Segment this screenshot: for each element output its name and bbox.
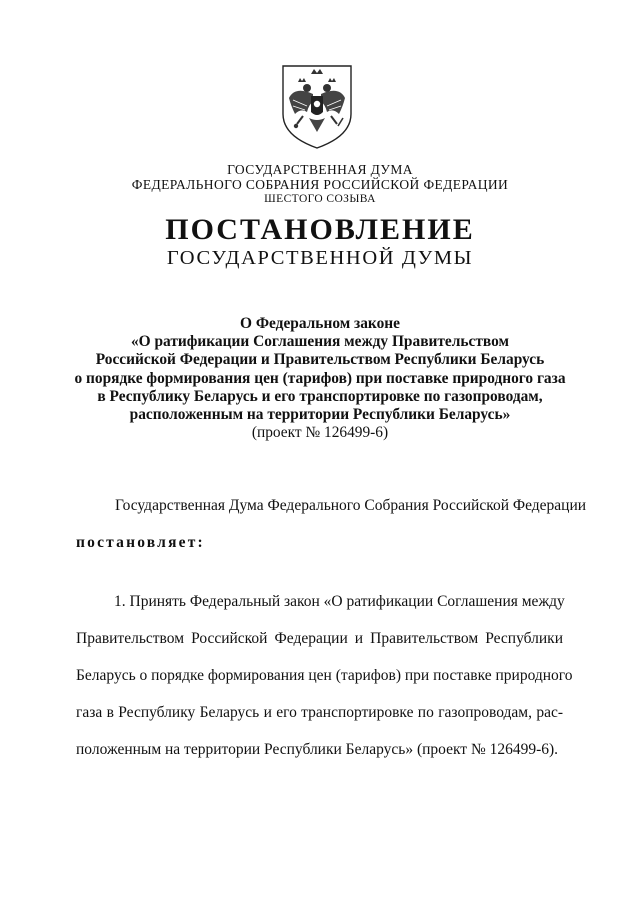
- russian-coat-of-arms-icon: [273, 62, 361, 150]
- org-name-line1: ГОСУДАРСТВЕННАЯ ДУМА: [227, 162, 413, 177]
- decree-word: постановляет:: [76, 534, 205, 551]
- paragraph-line: газа в Республику Беларусь и его транспортировке по газопроводам, рас-: [76, 704, 563, 721]
- law-heading-line: о порядке формирования цен (тарифов) при поставке природного газа: [74, 369, 566, 387]
- document-subtitle: ГОСУДАРСТВЕННОЙ ДУМЫ: [166, 247, 474, 269]
- law-heading-line: «О ратификации Соглашения между Правительством: [130, 333, 510, 351]
- law-heading-line: в Республику Беларусь и его транспортировке по газопроводам,: [97, 387, 543, 405]
- project-number: (проект № 126499-6): [251, 424, 389, 442]
- law-heading-line: расположенным на территории Республики Беларусь»: [129, 406, 511, 424]
- paragraph-line: Беларусь о порядке формирования цен (тарифов) при поставке природного: [76, 667, 573, 684]
- document-title: ПОСТАНОВЛЕНИЕ: [165, 213, 475, 246]
- law-heading-line: О Федеральном законе: [240, 315, 400, 332]
- law-heading: [0, 315, 640, 442]
- paragraph-line: Правительством Российской Федерации и Правительством Республики: [76, 630, 563, 647]
- law-heading-line: Российской Федерации и Правительством Республики Беларусь: [95, 351, 545, 369]
- preamble-text: Государственная Дума Федерального Собрания Российской Федерации: [115, 497, 587, 514]
- paragraph-1: [76, 583, 573, 768]
- paragraph-line: 1. Принять Федеральный закон «О ратификации Соглашения между: [114, 593, 565, 610]
- org-name-line2: ФЕДЕРАЛЬНОГО СОБРАНИЯ РОССИЙСКОЙ ФЕДЕРАЦИИ: [131, 177, 509, 192]
- paragraph-line: положенным на территории Республики Беларусь» (проект № 126499-6).: [76, 741, 559, 758]
- convocation-label: ШЕСТОГО СОЗЫВА: [264, 193, 376, 205]
